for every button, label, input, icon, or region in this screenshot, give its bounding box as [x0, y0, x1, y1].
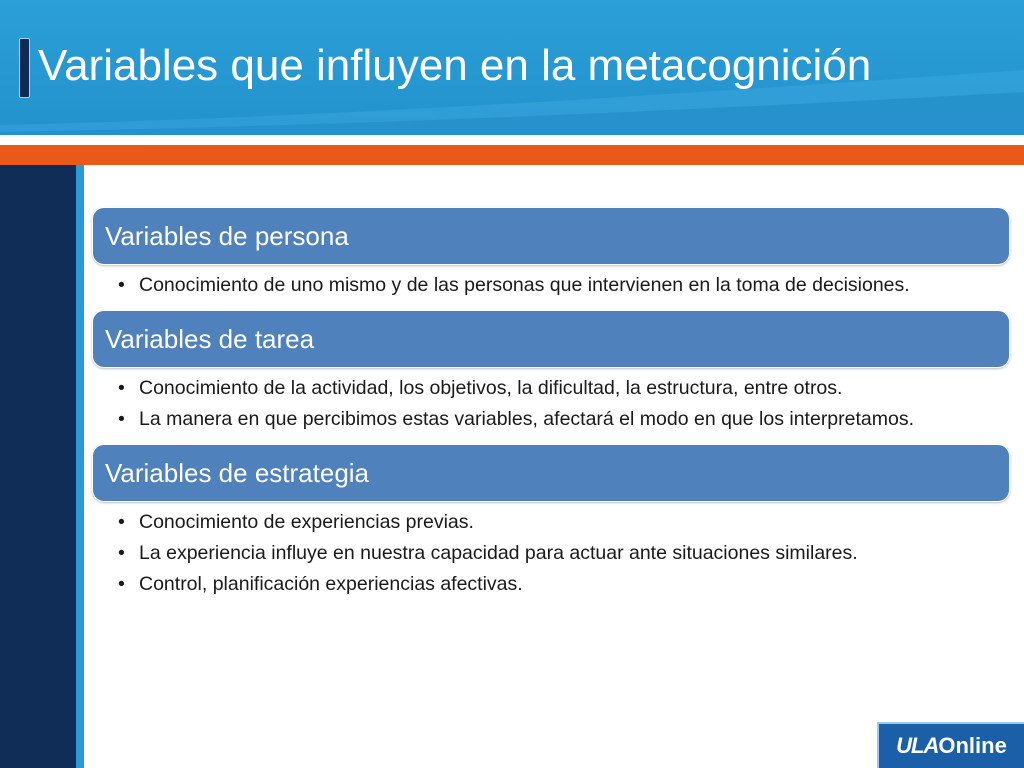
bullet-icon: •: [118, 542, 125, 564]
bullet-icon: •: [118, 573, 125, 595]
bullet-icon: •: [118, 511, 125, 533]
section-persona: [92, 207, 1010, 310]
title-accent-bar: [19, 38, 30, 98]
bullet-icon: •: [118, 377, 125, 399]
list-item-text: Conocimiento de la actividad, los objetivos, la dificultad, la estructura, entre otros.: [139, 377, 843, 399]
list-item: [118, 570, 1002, 598]
orange-accent-bar: [0, 145, 1024, 165]
list-item-text: La experiencia influye en nuestra capacidad para actuar ante situaciones similares.: [139, 542, 858, 564]
section-heading: Variables de tarea: [92, 310, 1010, 368]
ula-online-logo: [877, 722, 1024, 768]
bullet-list: [92, 368, 1010, 444]
bullet-list: [92, 502, 1010, 609]
list-item: [118, 271, 1002, 299]
section-heading: Variables de persona: [92, 207, 1010, 265]
content-area: [92, 207, 1010, 609]
list-item: [118, 374, 1002, 402]
bullet-icon: •: [118, 274, 125, 296]
left-blue-stripe: [76, 165, 84, 768]
left-navy-panel: [0, 165, 76, 768]
bullet-icon: •: [118, 408, 125, 430]
list-item: [118, 539, 1002, 567]
list-item: [118, 508, 1002, 536]
section-heading: Variables de estrategia: [92, 444, 1010, 502]
list-item-text: La manera en que percibimos estas variables, afectará el modo en que los interpretamos.: [139, 408, 915, 430]
list-item-text: Control, planificación experiencias afectivas.: [139, 573, 523, 595]
header-divider: [0, 135, 1024, 145]
logo-brand: ULA: [896, 733, 939, 758]
page-title: Variables que influyen en la metacognición: [38, 41, 872, 90]
list-item-text: Conocimiento de experiencias previas.: [139, 511, 474, 533]
section-tarea: [92, 310, 1010, 444]
header-band: [0, 0, 1024, 135]
logo-suffix: Online: [938, 733, 1007, 758]
bullet-list: [92, 265, 1010, 310]
section-estrategia: [92, 444, 1010, 609]
list-item-text: Conocimiento de uno mismo y de las personas que intervienen en la toma de decisiones.: [139, 274, 910, 296]
list-item: [118, 405, 1002, 433]
